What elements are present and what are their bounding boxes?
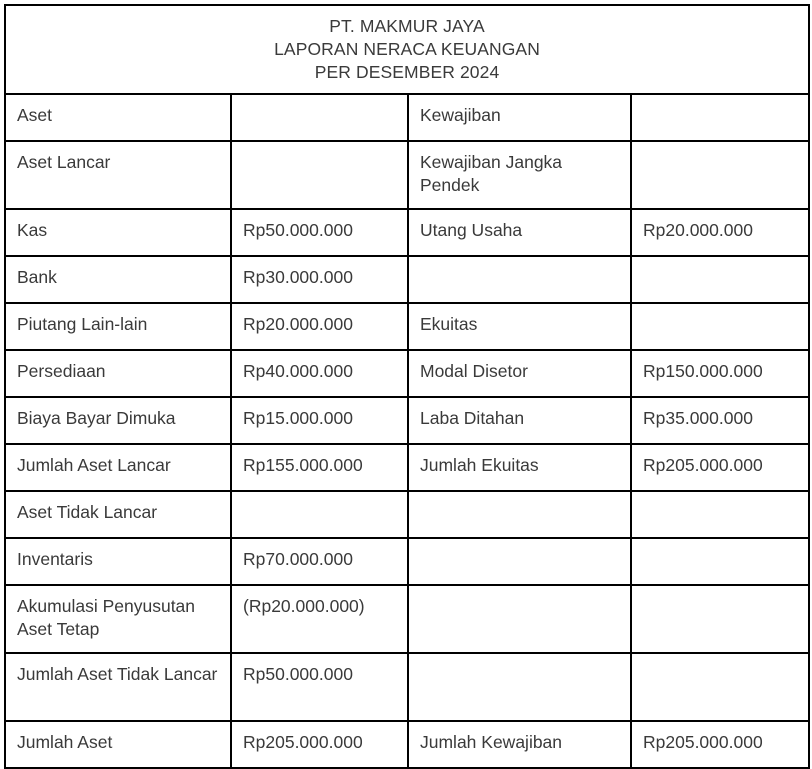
amount-cell: Rp35.000.000	[631, 397, 809, 444]
amount-cell: Rp205.000.000	[631, 721, 809, 768]
report-period: PER DESEMBER 2024	[314, 61, 500, 82]
amount-cell	[631, 585, 809, 653]
account-label-cell: Jumlah Aset Lancar	[5, 444, 231, 491]
table-row	[5, 350, 809, 397]
account-label-cell: Utang Usaha	[408, 209, 631, 256]
table-row	[5, 721, 809, 768]
report-title: LAPORAN NERACA KEUANGAN	[274, 38, 540, 59]
table-row	[5, 256, 809, 303]
account-label-cell: Jumlah Kewajiban	[408, 721, 631, 768]
table-row	[5, 94, 809, 141]
account-label-cell: Aset	[5, 94, 231, 141]
table-row	[5, 653, 809, 721]
account-label-cell	[408, 653, 631, 721]
amount-cell: Rp155.000.000	[231, 444, 408, 491]
balance-sheet-table	[4, 4, 810, 769]
account-label-cell	[408, 538, 631, 585]
amount-cell: Rp205.000.000	[631, 444, 809, 491]
amount-cell	[631, 653, 809, 721]
table-row	[5, 397, 809, 444]
amount-cell	[231, 94, 408, 141]
account-label-cell: Bank	[5, 256, 231, 303]
amount-cell	[231, 491, 408, 538]
account-label-cell: Biaya Bayar Dimuka	[5, 397, 231, 444]
account-label-cell	[408, 491, 631, 538]
account-label-cell: Jumlah Aset	[5, 721, 231, 768]
amount-cell	[631, 256, 809, 303]
amount-cell: Rp205.000.000	[231, 721, 408, 768]
amount-cell	[631, 303, 809, 350]
table-row	[5, 209, 809, 256]
account-label-cell: Ekuitas	[408, 303, 631, 350]
account-label-cell	[408, 256, 631, 303]
report-header-row	[5, 5, 809, 94]
amount-cell: Rp40.000.000	[231, 350, 408, 397]
account-label-cell: Kewajiban Jangka Pendek	[408, 141, 631, 209]
account-label-cell: Modal Disetor	[408, 350, 631, 397]
amount-cell	[231, 141, 408, 209]
amount-cell: Rp15.000.000	[231, 397, 408, 444]
amount-cell: Rp30.000.000	[231, 256, 408, 303]
account-label-cell: Aset Lancar	[5, 141, 231, 209]
account-label-cell	[408, 585, 631, 653]
account-label-cell: Jumlah Aset Tidak Lancar	[5, 653, 231, 721]
account-label-cell: Akumulasi Penyusutan Aset Tetap	[5, 585, 231, 653]
amount-cell	[631, 491, 809, 538]
table-row	[5, 141, 809, 209]
account-label-cell: Laba Ditahan	[408, 397, 631, 444]
account-label-cell: Jumlah Ekuitas	[408, 444, 631, 491]
table-row	[5, 444, 809, 491]
report-header-cell	[5, 5, 809, 94]
amount-cell	[631, 94, 809, 141]
amount-cell: Rp20.000.000	[231, 303, 408, 350]
account-label-cell: Kas	[5, 209, 231, 256]
table-row	[5, 303, 809, 350]
amount-cell	[631, 538, 809, 585]
account-label-cell: Persediaan	[5, 350, 231, 397]
table-row	[5, 491, 809, 538]
account-label-cell: Piutang Lain-lain	[5, 303, 231, 350]
account-label-cell: Inventaris	[5, 538, 231, 585]
amount-cell: Rp20.000.000	[631, 209, 809, 256]
amount-cell: Rp50.000.000	[231, 653, 408, 721]
amount-cell: Rp50.000.000	[231, 209, 408, 256]
amount-cell: Rp150.000.000	[631, 350, 809, 397]
table-row	[5, 585, 809, 653]
account-label-cell: Kewajiban	[408, 94, 631, 141]
amount-cell: Rp70.000.000	[231, 538, 408, 585]
amount-cell	[631, 141, 809, 209]
balance-sheet-body	[5, 5, 809, 768]
account-label-cell: Aset Tidak Lancar	[5, 491, 231, 538]
company-name: PT. MAKMUR JAYA	[329, 16, 485, 36]
amount-cell: (Rp20.000.000)	[231, 585, 408, 653]
table-row	[5, 538, 809, 585]
